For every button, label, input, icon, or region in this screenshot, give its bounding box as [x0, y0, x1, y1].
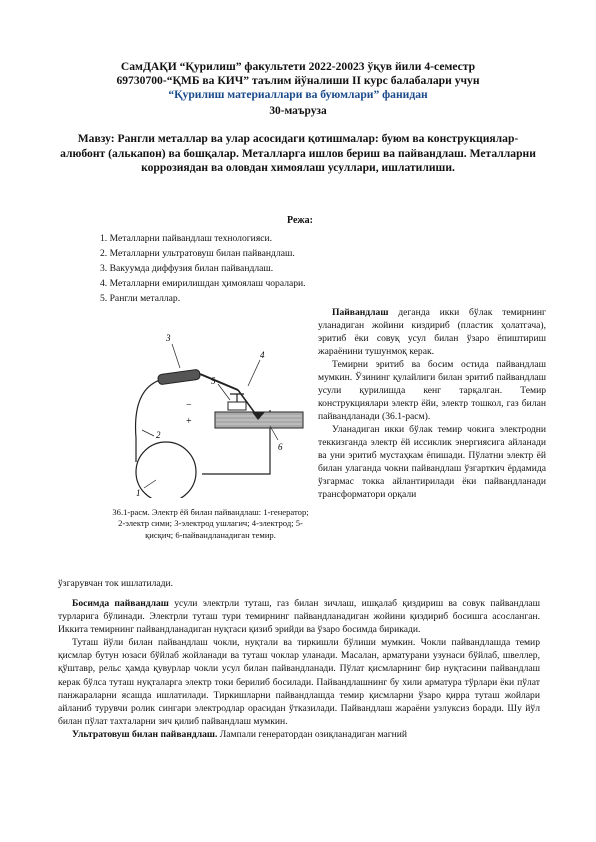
- paragraph-text: усули электрли туташ, газ билан зичлаш, ишқалаб қиздириш ва совук пайвандлаш турларига бўлинади. Электрли туташ тури темирнинг пайвандланадиган жойини қиздириб босишга асосланган. Иккита темирнинг пайвандланадиган нуқтаси қизиб эрийди ва ўзаро босимда бирикади.: [58, 598, 541, 636]
- term-bold: Ультратовуш билан пайвандлаш.: [72, 728, 218, 740]
- body-text: [58, 597, 540, 741]
- term-bold: Босимда пайвандлаш: [72, 598, 169, 609]
- holder-neck: [200, 374, 238, 390]
- minus-sign: −: [186, 400, 192, 411]
- paragraph-text: Лампали генератордан озиқланадиган магний: [217, 728, 408, 740]
- paragraph: [318, 306, 546, 358]
- plan-list: [100, 231, 306, 306]
- header-line-3: “Қурилиш материаллари ва буюмлари” фанидан: [168, 88, 428, 101]
- plan-item: 2. Металларни ультратовуш билан пайвандлаш.: [100, 248, 295, 259]
- welding-figure: [120, 328, 305, 498]
- paragraph: Туташ йўли билан пайвандлаш чокли, нуқтали ва тиркишли бўлиши мумкин. Чокли пайвандлашда темир қисмлар бутун юзаси бўйлаб жойланади ва туташ чоклар уланади. Масалан, арматурани узунаси бўйлаб, швеллер, қўштавр, рельс ҳамда қувурлар чокли усул билан пайвандланади. Пўлат қисмларнинг бир нуқтасини пайвандлаш керак бўлса туташ нуқталарга электр токи берилиб босилади. Пайвандлашнинг бу хили арматура тўрлари ёки пўлат панжараларни ясашда ишлатилади. Тиркишларни пайвандлашда темир қисмларни ўзаро қирра туташ жойлари айланиб турувчи ролик сингари электродлар орасидан ўтказилади. Пайвандлаш жараёни узлуксиз боради. Шу йўл билан пўлат тахталарни зич қилиб пайвандлаш мумкин.: [58, 637, 540, 727]
- figure-caption: 36.1-расм. Электр ёй билан пайвандлаш: 1-генератор; 2-электр сими; 3-электрод ушлагич; 4-электрод; 5-қисқич; 6-пайвандланадиган темир.: [112, 507, 309, 540]
- electric-wire: [136, 380, 160, 462]
- plus-sign: +: [186, 416, 192, 427]
- right-column-text: [318, 306, 546, 501]
- plan-item: 3. Вакуумда диффузия билан пайвандлаш.: [100, 263, 274, 274]
- term-bold: Пайвандлаш: [332, 307, 389, 318]
- lecture-topic: Мавзу: Рангли металлар ва улар асосидаги қотишмалар: буюм ва конструкциялар-алюбонт (алькапон) ва бошқалар. Металларга ишлов бериш ва пайвандлаш. Металларни коррозиядан ва оловдан химоялаш усуллари, ишлатилиши.: [60, 132, 536, 175]
- paragraph: [58, 597, 540, 636]
- plan-item: 4. Металларни емирилишдан ҳимоялаш чоралари.: [100, 278, 306, 289]
- figure-label: 1: [136, 488, 141, 498]
- lecture-number: 30-маъруза: [269, 105, 327, 117]
- paragraph: Уланадиган икки бўлак темир чокига электродни теккизганда электр ёй иссиклик энергиясига айланади ва уни эритиб мустаҳкам ёпишади. Пўлатни электр ёй билан улаганда чокни пайвандлаш ўзгарткич ёрдамида ўзгармас токка айлантирилади ёки пайвандланади трансформатори орқали: [318, 424, 546, 500]
- plan-item: 5. Рангли металлар.: [100, 293, 181, 304]
- header-line-1: СамДАҚИ “Қурилиш” факультети 2022-20023 ўқув йили 4-семестр: [120, 60, 476, 73]
- figure-label: 5: [211, 376, 216, 386]
- paragraph: Темирни эритиб ва босим остида пайвандлаш мумкин. Ўзининг қулайлиги билан эритиб пайвандлаш усули қурилишда кенг тарқалган. Темир конструкциялари электр ёйи, электр тошкол, газ билан пайвандланади (36.1-расм).: [318, 359, 546, 422]
- figure-label: 4: [260, 350, 265, 360]
- paragraph-text: деганда икки бўлак темирнинг уланадиган жойини киздириб (пластик ҳолатгача), эритиб ёки совуқ усул билан ўзаро ёпиштириш жараёнини тушунмоқ керак.: [318, 307, 546, 357]
- generator: [136, 442, 196, 498]
- continuation-line: ўзгарувчан ток ишлатилади.: [58, 578, 174, 589]
- figure-label: 3: [166, 333, 171, 343]
- plan-item: 1. Металларни пайвандлаш технологияси.: [100, 233, 273, 244]
- paragraph: [58, 728, 540, 741]
- plan-title: Режа:: [287, 215, 313, 226]
- figure-label: 2: [156, 430, 161, 440]
- header-line-2: 69730700-“ҚМБ ва КИЧ” таълим йўналиши II курс балабалари учун: [116, 74, 480, 87]
- clamp: [228, 402, 246, 410]
- electrode-holder: [158, 369, 201, 385]
- figure-label: 6: [278, 442, 283, 452]
